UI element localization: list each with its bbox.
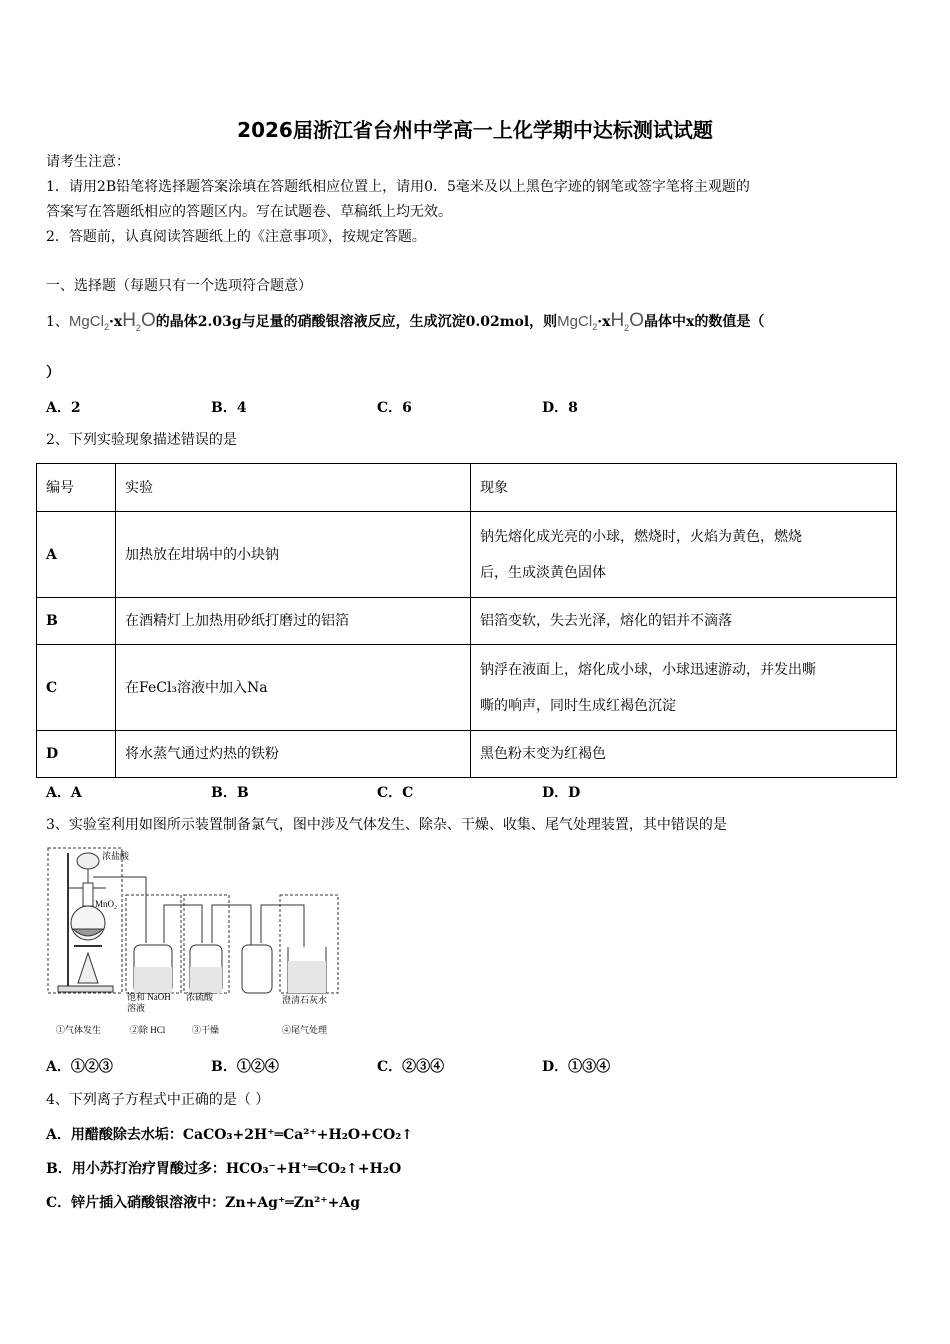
label-step-1: ①气体发生 xyxy=(56,1025,102,1035)
notice-line-3: 2．答题前，认真阅读答题纸上的《注意事项》，按规定答题。 xyxy=(46,229,426,245)
q4-option-a[interactable]: A．用醋酸除去水垢：CaCO₃+2H⁺═Ca²⁺+H₂O+CO₂↑ xyxy=(46,1127,414,1143)
row-code: A xyxy=(37,512,116,598)
question-4: 4、下列离子方程式中正确的是（ ） xyxy=(46,1092,270,1108)
table-row xyxy=(37,598,897,645)
label-naoh: 饱和 NaOH xyxy=(127,992,171,1002)
label-step-2: ②除 HCl xyxy=(130,1025,166,1035)
q1-option-c[interactable]: C．6 xyxy=(377,400,412,416)
q1-option-b[interactable]: B．4 xyxy=(211,400,247,416)
label-mno2: MnO₂ xyxy=(95,899,118,909)
page-title: 2026届浙江省台州中学高一上化学期中达标测试试题 xyxy=(237,118,713,142)
apparatus-diagram xyxy=(46,843,346,1043)
table-row xyxy=(37,645,897,731)
q4-option-c[interactable]: C．锌片插入硝酸银溶液中：Zn+Ag⁺═Zn²⁺+Ag xyxy=(46,1195,361,1211)
row-phenomenon: 铝箔变软，失去光泽，熔化的铝并不滴落 xyxy=(471,598,897,645)
table-row xyxy=(37,512,897,598)
bottle-collect xyxy=(242,945,272,993)
q1-formula-1: MgCl$_2$ xyxy=(68,313,109,332)
table-header-row xyxy=(37,464,897,512)
q2-option-a[interactable]: A．A xyxy=(46,785,82,801)
section-heading: 一、选择题（每题只有一个选项符合题意） xyxy=(46,278,312,294)
q3-option-b[interactable]: B．①②④ xyxy=(211,1059,279,1075)
q3-option-d[interactable]: D．①③④ xyxy=(542,1059,611,1075)
notice-heading: 请考生注意： xyxy=(46,154,130,170)
q1-formula-2: MgCl$_2$ xyxy=(557,313,598,332)
row-experiment: 在酒精灯上加热用砂纸打磨过的铝箔 xyxy=(116,598,471,645)
q3-option-a[interactable]: A．①②③ xyxy=(46,1059,113,1075)
notice-line-1: 1．请用2B铅笔将选择题答案涂填在答题纸相应位置上，请用0．5毫米及以上黑色字迹的钢笔或签字笔将主观题的 xyxy=(46,179,750,195)
q2-option-c[interactable]: C．C xyxy=(377,785,414,801)
row-code: B xyxy=(37,598,116,645)
header-experiment: 实验 xyxy=(116,464,471,512)
naoh-liquid xyxy=(134,967,172,993)
q2-option-b[interactable]: B．B xyxy=(211,785,249,801)
label-step-4: ④尾气处理 xyxy=(282,1025,328,1035)
header-phenomenon: 现象 xyxy=(471,464,897,512)
h2so4-liquid xyxy=(190,967,222,993)
header-code: 编号 xyxy=(37,464,116,512)
row-code: D xyxy=(37,731,116,778)
label-step-3: ③干燥 xyxy=(192,1025,220,1035)
row-phenomenon: 黑色粉末变为红褐色 xyxy=(471,731,897,778)
label-h2so4: 浓硫酸 xyxy=(186,992,214,1002)
experiment-table xyxy=(36,463,897,778)
table-row xyxy=(37,731,897,778)
flask-neck xyxy=(83,883,93,906)
row-code: C xyxy=(37,645,116,731)
label-limewater: 澄清石灰水 xyxy=(282,995,328,1005)
funnel-bulb xyxy=(77,853,99,869)
row-experiment: 将水蒸气通过灼热的铁粉 xyxy=(116,731,471,778)
stand-base xyxy=(58,986,113,992)
label-naoh-solution: 溶液 xyxy=(127,1003,146,1013)
burner xyxy=(78,953,98,983)
limewater-liquid xyxy=(288,961,326,993)
q1-water-2: $H_2O$ xyxy=(610,310,644,333)
q2-option-d[interactable]: D．D xyxy=(542,785,581,801)
q1-close-paren: ） xyxy=(46,365,60,381)
q1-water-1: $H_2O$ xyxy=(122,310,156,333)
q3-option-c[interactable]: C．②③④ xyxy=(377,1059,445,1075)
question-3: 3、实验室利用如图所示装置制备氯气，图中涉及气体发生、除杂、干燥、收集、尾气处理装置，其中错误的是 xyxy=(46,817,727,833)
q1-option-a[interactable]: A．2 xyxy=(46,400,81,416)
notice-line-2: 答案写在答题纸相应的答题区内。写在试题卷、草稿纸上均无效。 xyxy=(46,204,452,220)
q1-option-d[interactable]: D．8 xyxy=(542,400,578,416)
row-experiment: 在FeCl₃溶液中加入Na xyxy=(116,645,471,731)
q4-option-b[interactable]: B．用小苏打治疗胃酸过多：HCO₃⁻+H⁺═CO₂↑+H₂O xyxy=(46,1161,402,1177)
row-experiment: 加热放在坩埚中的小块钠 xyxy=(116,512,471,598)
question-1: 1、$MgCl_2\cdot xH_2O$的晶体2.03g与足量的硝酸银溶液反应，生成沉淀0.02mol，则$MgCl_2\cdot xH_2O$晶体中x的数值是（ xyxy=(46,310,765,333)
label-acid: 浓盐酸 xyxy=(102,851,130,861)
q1-text-2: 晶体中x的数值是（ xyxy=(643,314,765,330)
q1-number: 1、 xyxy=(46,314,69,330)
row-phenomenon: 钠先熔化成光亮的小球，燃烧时，火焰为黄色，燃烧 后，生成淡黄色固体 xyxy=(471,512,897,598)
tube-2 xyxy=(164,905,202,943)
q1-text-1: 的晶体2.03g与足量的硝酸银溶液反应，生成沉淀0.02mol，则 xyxy=(155,314,558,330)
row-phenomenon: 钠浮在液面上，熔化成小球，小球迅速游动，并发出嘶 嘶的响声，同时生成红褐色沉淀 xyxy=(471,645,897,731)
question-2: 2、下列实验现象描述错误的是 xyxy=(46,432,237,448)
